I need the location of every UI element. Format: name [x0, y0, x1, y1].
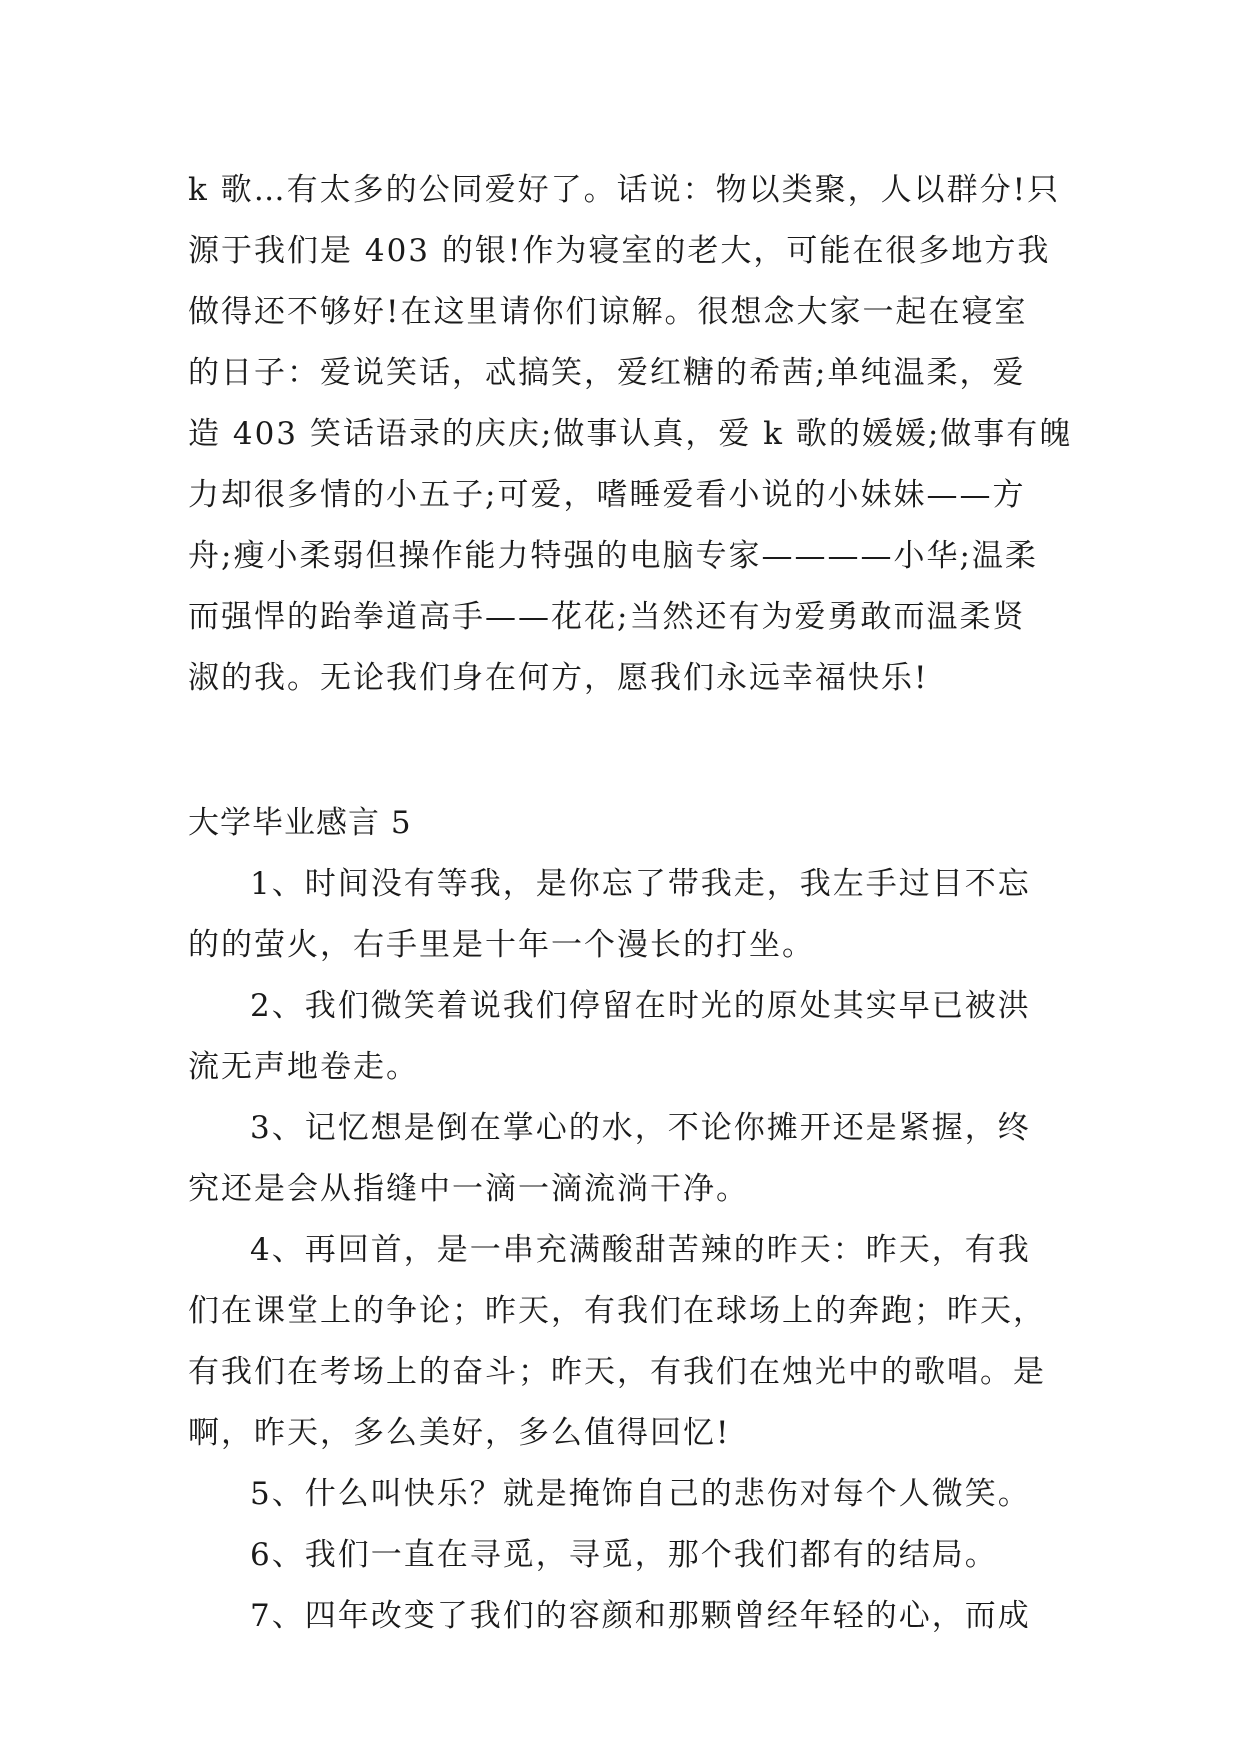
item-7 [188, 1586, 1058, 1647]
paragraph-a [188, 160, 1073, 709]
text-line: 4、再回首，是一串充满酸甜苦辣的昨天：昨天，有我 [250, 1232, 1031, 1268]
text-line: 啊，昨天，多么美好，多么值得回忆! [188, 1415, 731, 1451]
text-line: 做得还不够好!在这里请你们谅解。很想念大家一起在寝室 [188, 294, 1028, 330]
text-line: 7、四年改变了我们的容颜和那颗曾经年轻的心，而成 [250, 1598, 1031, 1634]
item-3 [188, 1098, 1058, 1220]
text-line: 而强悍的跆拳道高手——花花;当然还有为爱勇敢而温柔贤 [188, 599, 1026, 635]
document-page [188, 160, 1073, 1647]
text-line: 的日子：爱说笑话，忒搞笑，爱红糖的希茜;单纯温柔，爱 [188, 355, 1026, 391]
item-4 [188, 1220, 1058, 1464]
item-6 [188, 1525, 1058, 1586]
text-line: 的的萤火，右手里是十年一个漫长的打坐。 [188, 927, 815, 963]
text-line: 1、时间没有等我，是你忘了带我走，我左手过目不忘 [250, 866, 1031, 902]
item-5 [188, 1464, 1058, 1525]
item-1 [188, 854, 1058, 976]
text-line: 3、记忆想是倒在掌心的水，不论你摊开还是紧握，终 [250, 1110, 1031, 1146]
section-gap [188, 709, 1058, 793]
text-line: 有我们在考场上的奋斗；昨天，有我们在烛光中的歌唱。是 [188, 1354, 1046, 1390]
text-line: 6、我们一直在寻觅，寻觅，那个我们都有的结局。 [250, 1537, 998, 1573]
text-line: 流无声地卷走。 [188, 1049, 419, 1085]
section-title: 大学毕业感言 5 [188, 805, 412, 841]
text-line: 究还是会从指缝中一滴一滴流淌干净。 [188, 1171, 749, 1207]
text-line: 2、我们微笑着说我们停留在时光的原处其实早已被洪 [250, 988, 1031, 1024]
text-line: 造 403 笑话语录的庆庆;做事认真，爱 k 歌的媛媛;做事有魄 [188, 416, 1073, 452]
item-2 [188, 976, 1058, 1098]
text-line: 舟;瘦小柔弱但操作能力特强的电脑专家————小华;温柔 [188, 538, 1038, 574]
text-line: 力却很多情的小五子;可爱，嗜睡爱看小说的小妹妹——方 [188, 477, 1026, 513]
text-line: k 歌…有太多的公同爱好了。话说：物以类聚，人以群分!只 [188, 172, 1061, 208]
text-line: 们在课堂上的争论；昨天，有我们在球场上的奔跑；昨天， [188, 1293, 1046, 1329]
text-line: 淑的我。无论我们身在何方，愿我们永远幸福快乐! [188, 660, 929, 696]
text-line: 源于我们是 403 的银!作为寝室的老大，可能在很多地方我 [188, 233, 1051, 269]
text-line: 5、什么叫快乐？就是掩饰自己的悲伤对每个人微笑。 [250, 1476, 1031, 1512]
